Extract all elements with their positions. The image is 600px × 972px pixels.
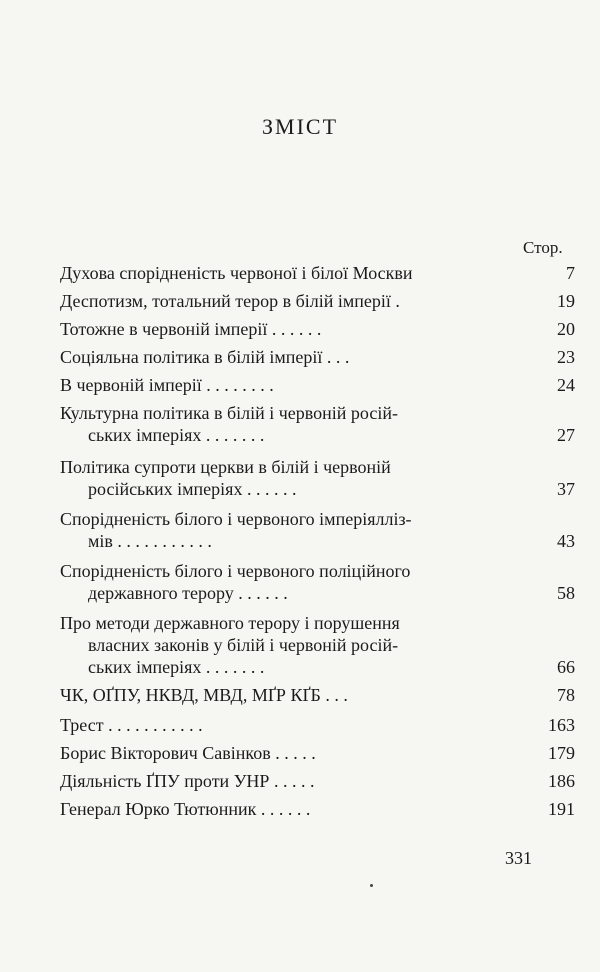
toc-entry	[60, 508, 575, 552]
toc-entry-page: 37	[557, 479, 575, 499]
toc-entry-title: Про методи державного терору і порушення	[60, 613, 400, 633]
toc-entry-page: 19	[557, 291, 575, 311]
toc-entry-page: 23	[557, 347, 575, 367]
toc-entry	[60, 684, 575, 706]
toc-entry	[60, 290, 575, 312]
toc-entry	[60, 374, 575, 396]
toc-entry	[60, 560, 575, 604]
toc-entry	[60, 346, 575, 368]
page-title: ЗМІСТ	[261, 114, 339, 139]
toc-entry-title: ЧК, ОҐПУ, НКВД, МВД, МҐР КҐБ . . .	[60, 685, 348, 705]
toc-entry-page: 179	[548, 743, 575, 763]
footer-page-number: 331	[505, 848, 532, 868]
toc-entry-title-cont: власних законів у білій і червоній росій-	[88, 635, 399, 655]
toc-entry-title-cont: ських імперіях . . . . . . .	[88, 657, 265, 677]
toc-entry	[60, 262, 575, 284]
toc-entry	[60, 798, 575, 820]
toc-entry-page: 20	[557, 319, 575, 339]
toc-entry-title: Трест . . . . . . . . . . .	[60, 715, 203, 735]
toc-entry-page: 7	[566, 263, 575, 283]
toc-entry-title: Борис Вікторович Савінков . . . . .	[60, 743, 316, 763]
toc-entry-title: Соціяльна політика в білій імперії . . .	[60, 347, 350, 367]
toc-entry	[60, 318, 575, 340]
toc-entry-title: Деспотизм, тотальний терор в білій імперії .	[60, 291, 400, 311]
toc-entry-title-cont: мів . . . . . . . . . . .	[88, 531, 212, 551]
toc-entry-title: Культурна політика в білій і червоній росій-	[60, 403, 398, 423]
toc-entry-page: 163	[548, 715, 575, 735]
toc-entry-title: Спорідненість білого і червоного імперіялліз-	[60, 509, 412, 529]
toc-entry-page: 43	[557, 531, 575, 551]
toc-entry-page: 27	[557, 425, 575, 445]
toc-entry-page: 58	[557, 583, 575, 603]
toc-entry-page: 186	[548, 771, 575, 791]
toc-entry-page: 78	[557, 685, 575, 705]
toc-entry	[60, 402, 575, 446]
toc-entry-title: Політика супроти церкви в білій і червоній	[60, 457, 391, 477]
toc-entry	[60, 742, 575, 764]
toc-entry	[60, 612, 575, 678]
toc-entry-title: Спорідненість білого і червоного поліційного	[60, 561, 411, 581]
print-mark	[370, 884, 373, 887]
toc-entry-title: Генерал Юрко Тютюнник . . . . . .	[60, 799, 311, 819]
toc-entry-title: Духова спорідненість червоної і білої Москви	[60, 263, 413, 283]
toc-entry-page: 191	[548, 799, 575, 819]
toc-entry	[60, 456, 575, 500]
toc-entry-title: Тотожне в червоній імперії . . . . . .	[60, 319, 322, 339]
toc-entry-title: Діяльність ҐПУ проти УНР . . . . .	[60, 771, 315, 791]
toc-entry-page: 66	[557, 657, 575, 677]
toc-entry-page: 24	[557, 375, 575, 395]
toc-entry-title: В червоній імперії . . . . . . . .	[60, 375, 274, 395]
toc-entry	[60, 714, 575, 736]
toc-entry-title-cont: державного терору . . . . . .	[88, 583, 288, 603]
toc-entry-title-cont: російських імперіях . . . . . .	[88, 479, 297, 499]
toc-entry-title-cont: ських імперіях . . . . . . .	[88, 425, 265, 445]
toc-entry	[60, 770, 575, 792]
page-column-label: Стор.	[523, 238, 563, 257]
